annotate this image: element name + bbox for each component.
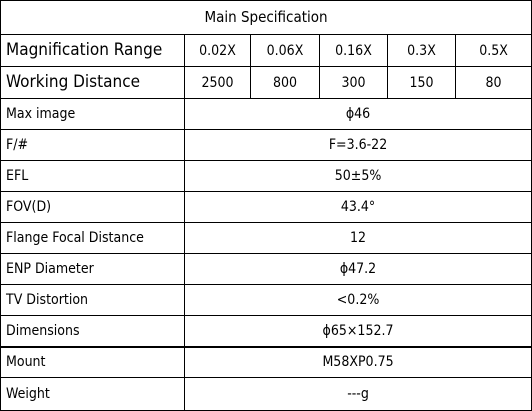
- magnification-value: 0.5X: [456, 35, 532, 67]
- working-distance-value: 300: [320, 67, 388, 99]
- working-distance-value: 800: [251, 67, 320, 99]
- efl-label: EFL: [1, 161, 185, 192]
- enp-diameter-row: [1, 254, 532, 285]
- max-image-row: [1, 99, 532, 130]
- table-title: Main Specification: [1, 1, 532, 35]
- dimensions-row: [1, 316, 532, 347]
- mount-label: Mount: [1, 347, 185, 378]
- magnification-label: Magnification Range: [1, 35, 185, 67]
- tv-distortion-value: <0.2%: [185, 285, 532, 316]
- tv-distortion-row: [1, 285, 532, 316]
- fov-row: [1, 192, 532, 223]
- working-distance-label: Working Distance: [1, 67, 185, 99]
- max-image-label: Max image: [1, 99, 185, 130]
- flange-focal-distance-label: Flange Focal Distance: [1, 223, 185, 254]
- fov-label: FOV(D): [1, 192, 185, 223]
- working-distance-value: 150: [388, 67, 456, 99]
- f-number-label: F/#: [1, 130, 185, 161]
- flange-focal-distance-value: 12: [185, 223, 532, 254]
- title-row: [1, 1, 532, 35]
- magnification-value: 0.02X: [185, 35, 251, 67]
- efl-value: 50±5%: [185, 161, 532, 192]
- weight-row: [1, 378, 532, 411]
- flange-focal-distance-row: [1, 223, 532, 254]
- weight-label: Weight: [1, 378, 185, 411]
- magnification-value: 0.06X: [251, 35, 320, 67]
- mount-value: M58XP0.75: [185, 347, 532, 378]
- working-distance-value: 80: [456, 67, 532, 99]
- working-distance-value: 2500: [185, 67, 251, 99]
- enp-diameter-value: ϕ47.2: [185, 254, 532, 285]
- enp-diameter-label: ENP Diameter: [1, 254, 185, 285]
- max-image-value: ϕ46: [185, 99, 532, 130]
- efl-row: [1, 161, 532, 192]
- mount-row: [1, 347, 532, 378]
- fov-value: 43.4°: [185, 192, 532, 223]
- magnification-row: [1, 35, 532, 67]
- dimensions-label: Dimensions: [1, 316, 185, 347]
- tv-distortion-label: TV Distortion: [1, 285, 185, 316]
- f-number-row: [1, 130, 532, 161]
- magnification-value: 0.3X: [388, 35, 456, 67]
- f-number-value: F=3.6-22: [185, 130, 532, 161]
- magnification-value: 0.16X: [320, 35, 388, 67]
- dimensions-value: ϕ65×152.7: [185, 316, 532, 347]
- working-distance-row: [1, 67, 532, 99]
- weight-value: ---g: [185, 378, 532, 411]
